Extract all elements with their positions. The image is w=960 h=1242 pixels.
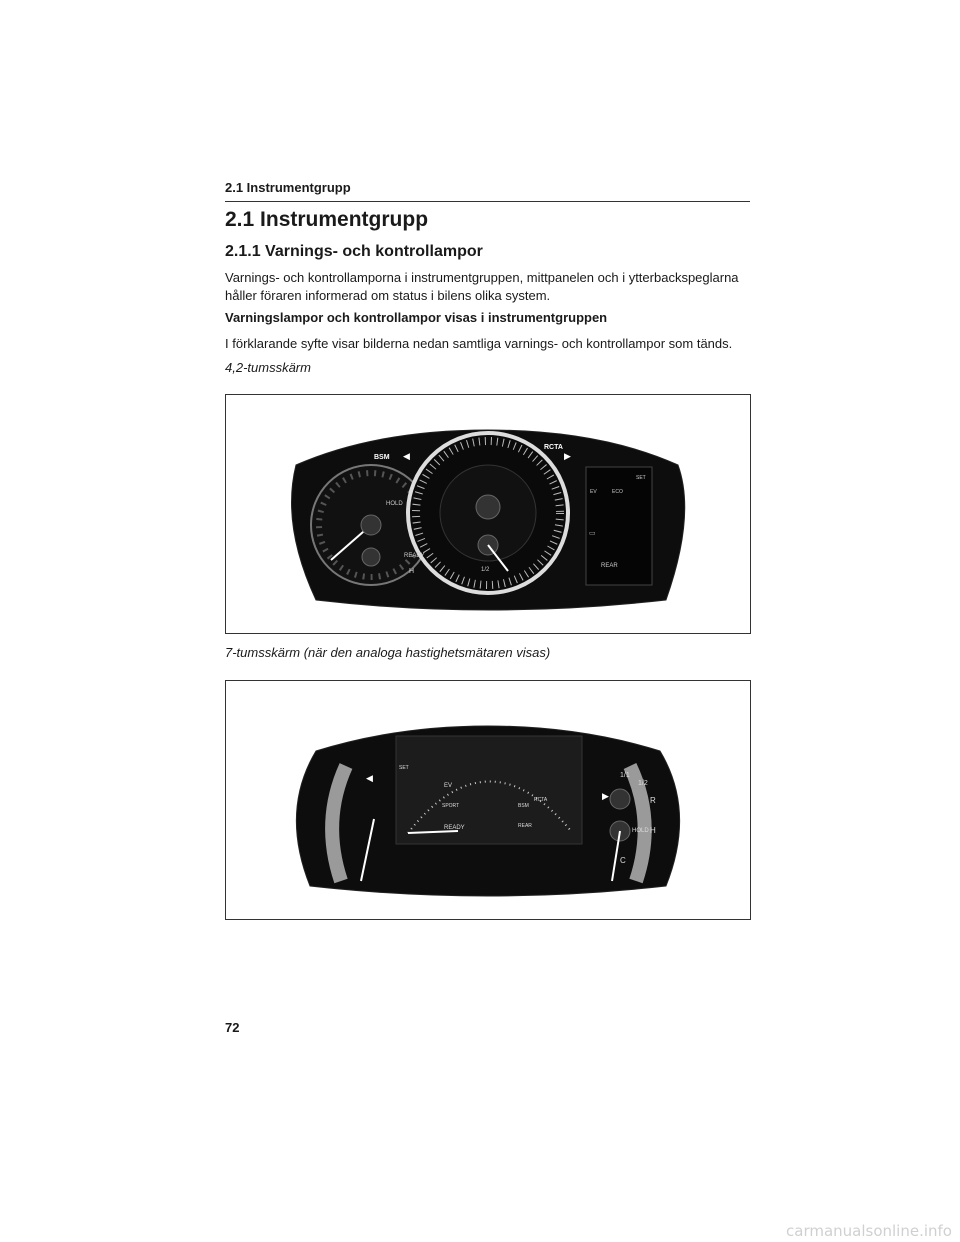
half-label: 1/2 [481, 567, 490, 573]
set-label: SET [636, 475, 646, 481]
ready-label: READY [404, 553, 425, 559]
arrow-left-icon: ◀ [403, 451, 410, 461]
full-label: 1/1 [620, 772, 630, 779]
c-label: C [620, 856, 626, 865]
rear-label: REAR [518, 823, 532, 829]
figure-2-frame [225, 680, 751, 920]
figure-2-caption: 7-tumsskärm (när den analoga hastighetsmätaren visas) [225, 645, 551, 660]
multi-info-display [586, 467, 652, 585]
knob-icon [476, 495, 500, 519]
rear-label: REAR [601, 563, 618, 569]
eco-label: ECO [612, 489, 623, 495]
arrow-left-icon: ◀ [366, 773, 373, 783]
explanation-paragraph: I förklarande syfte visar bilderna nedan samtliga varnings- och kontrollampor som tänds. [225, 336, 733, 351]
arrow-right-icon: ▶ [602, 791, 609, 801]
h-label: H [409, 568, 415, 575]
ready-label: READY [444, 825, 465, 831]
rcta-label: RCTA [534, 797, 548, 803]
bold-heading: Varningslampor och kontrollampor visas i instrumentgruppen [225, 310, 608, 325]
bsm-label: BSM [374, 454, 390, 461]
page-number: 72 [225, 1020, 240, 1035]
knob-icon [362, 548, 380, 566]
rcta-label: RCTA [544, 444, 563, 451]
half-label: 1/2 [638, 780, 648, 787]
running-head: 2.1 Instrumentgrupp [225, 180, 750, 202]
subsection-title: 2.1.1 Varnings- och kontrollampor [225, 243, 483, 260]
r-label: R [650, 796, 656, 805]
bsm-label: BSM [518, 803, 529, 809]
sport-label: SPORT [442, 803, 460, 809]
section-title: 2.1 Instrumentgrupp [225, 208, 429, 231]
ev-label: EV [590, 489, 597, 495]
cluster-7-inch-illustration [226, 681, 750, 919]
hold-label: HOLD [386, 501, 403, 507]
figure-1-caption: 4,2-tumsskärm [225, 360, 311, 375]
arrow-right-icon: ▶ [564, 451, 571, 461]
cluster-4-2-illustration [226, 395, 750, 633]
battery-icon: ▭ [589, 530, 596, 537]
set-label: SET [399, 765, 409, 771]
figure-1-frame [225, 394, 751, 634]
watermark: carmanualsonline.info [786, 1222, 952, 1240]
center-display [396, 736, 582, 844]
ev-label: EV [444, 783, 453, 789]
knob-icon [361, 515, 381, 535]
hold-label: HOLD [632, 828, 649, 834]
h-label: H [650, 826, 656, 835]
intro-paragraph: Varnings- och kontrollamporna i instrumentgruppen, mittpanelen och i ytterbackspeglarna håller föraren informerad om status i bilens olika system. [225, 270, 739, 303]
knob-icon [610, 789, 630, 809]
